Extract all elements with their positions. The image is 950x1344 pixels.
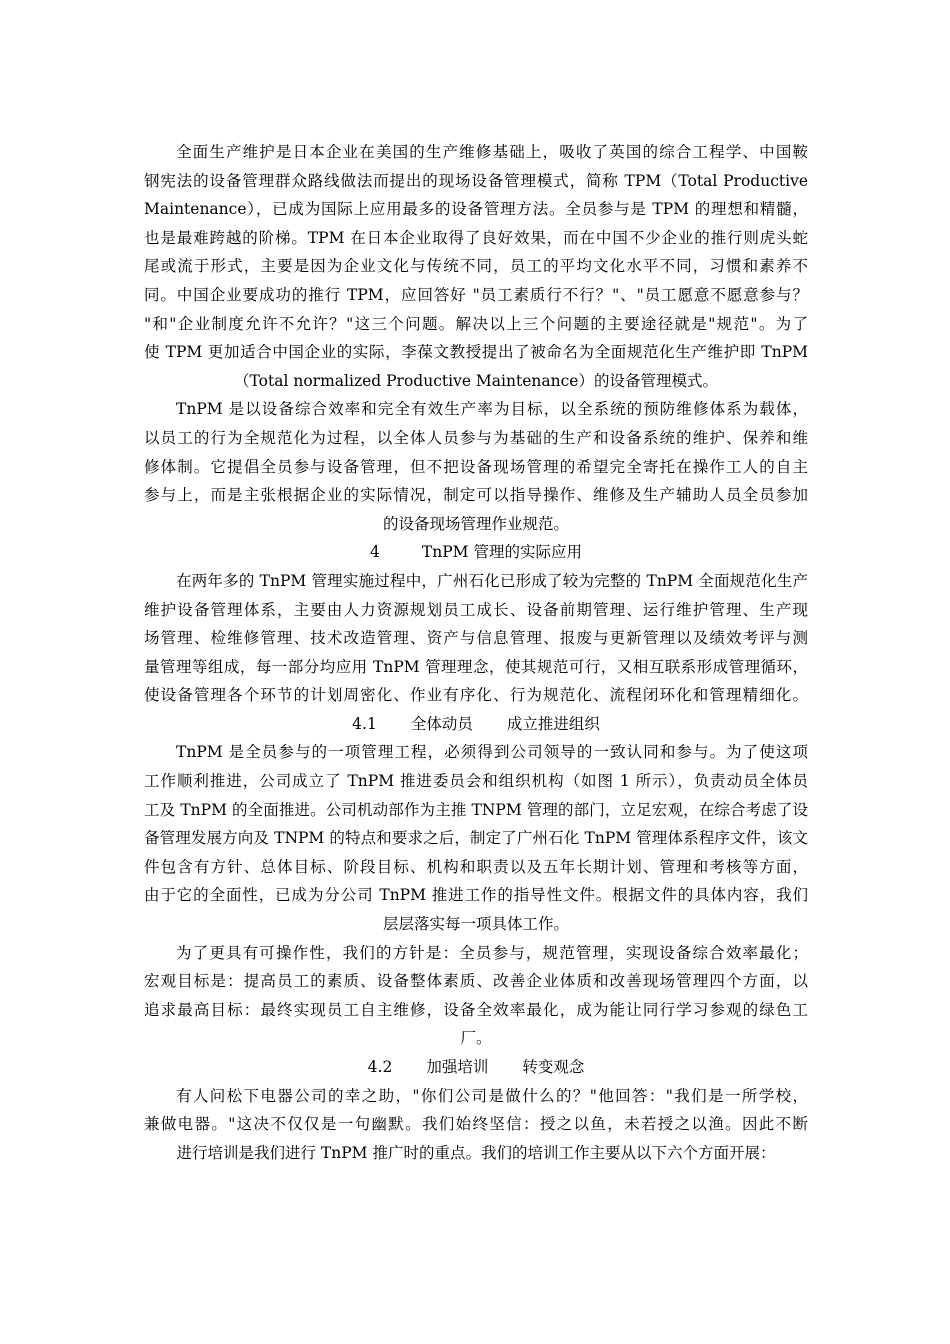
text-line: 同。中国企业要成功的推行 TPM，应回答好 "员工素质行不行？"、"员工愿意不愿意参与？ — [144, 285, 808, 304]
text-line: 尾或流于形式，主要是因为企业文化与传统不同，员工的平均文化水平不同，习惯和素养不 — [144, 257, 808, 276]
text-line: 的设备现场管理作业规范。 — [382, 514, 569, 533]
text-line: 工及 TnPM 的全面推进。公司机动部作为主推 TNPM 管理的部门，立足宏观，在综合考虑了设 — [144, 800, 808, 819]
text-line: 厂。 — [460, 1029, 492, 1048]
text-line: "和"企业制度允许不允许？"这三个问题。解决以上三个问题的主要途径就是"规范"。为了 — [144, 314, 808, 333]
text-line: 件包含有方针、总体目标、阶段目标、机构和职责以及五年长期计划、管理和考核等方面， — [144, 857, 808, 876]
text-line: TnPM 是全员参与的一项管理工程，必须得到公司领导的一致认同和参与。为了使这项 — [176, 743, 808, 762]
section-number: 4.1 — [352, 714, 377, 733]
section-heading-4-1 — [144, 710, 808, 739]
text-line: 使设备管理各个环节的计划周密化、作业有序化、行为规范化、流程闭环化和管理精细化。 — [144, 686, 808, 705]
paragraph-policy-goals — [144, 939, 808, 1053]
section-heading-4-2 — [144, 1053, 808, 1082]
text-line: 为了更具有可操作性，我们的方针是：全员参与，规范管理，实现设备综合效率最化； — [176, 943, 808, 962]
text-line: （Total normalized Productive Maintenance）的设备管理模式。 — [234, 371, 718, 390]
text-line: 由于它的全面性，已成为分公司 TnPM 推进工作的指导性文件。根据文件的具体内容，我们 — [144, 886, 808, 905]
section-title: TnPM 管理的实际应用 — [421, 543, 582, 562]
section-number: 4.2 — [367, 1058, 393, 1076]
paragraph-tnpm-system — [144, 567, 808, 710]
text-line: Maintenance），已成为国际上应用最多的设备管理方法。全员参与是 TPM 的理想和精髓， — [144, 200, 808, 219]
section-heading-4 — [144, 538, 808, 567]
text-line: 以员工的行为全规范化为过程，以全体人员参与为基础的生产和设备系统的维护、保养和维 — [144, 428, 808, 447]
section-number: 4 — [370, 543, 380, 562]
text-line: 维护设备管理体系，主要由人力资源规划员工成长、设备前期管理、运行维护管理、生产现 — [144, 600, 808, 619]
text-line: 备管理发展方向及 TNPM 的特点和要求之后，制定了广州石化 TnPM 管理体系程序文件，该文 — [144, 829, 808, 848]
text-line: 全面生产维护是日本企业在美国的生产维修基础上，吸收了英国的综合工程学、中国鞍 — [176, 143, 808, 161]
paragraph-training — [144, 1082, 808, 1168]
text-line: 也是最难跨越的阶梯。TPM 在日本企业取得了良好效果，而在中国不少企业的推行则虎头蛇 — [144, 228, 808, 247]
text-line: TnPM 是以设备综合效率和完全有效生产率为目标，以全系统的预防维修体系为载体， — [176, 400, 808, 419]
text-line: 有人问松下电器公司的幸之助，"你们公司是做什么的？"他回答："我们是一所学校， — [176, 1086, 808, 1105]
text-line: 层层落实每一项具体工作。 — [382, 915, 569, 934]
paragraph-tnpm-definition — [144, 395, 808, 538]
document-page — [144, 138, 808, 1167]
text-line: 使 TPM 更加适合中国企业的实际，李葆文教授提出了被命名为全面规范化生产维护即 TnPM — [144, 343, 808, 362]
section-subtitle: 成立推进组织 — [506, 714, 600, 733]
text-line: 追求最高目标：最终实现员工自主维修，设备全效率最化，成为能让同行学习参观的绿色工 — [144, 1000, 808, 1019]
text-line: 宏观目标是：提高员工的素质、设备整体素质、改善企业体质和改善现场管理四个方面，以 — [144, 972, 808, 991]
section-title: 加强培训 — [426, 1058, 489, 1076]
text-line: 兼做电器。"这决不仅仅是一句幽默。我们始终坚信：授之以鱼，未若授之以渔。因此不断 — [144, 1115, 808, 1134]
section-subtitle: 转变观念 — [522, 1058, 585, 1076]
text-line: 进行培训是我们进行 TnPM 推广时的重点。我们的培训工作主要从以下六个方面开展： — [176, 1143, 776, 1162]
text-line: 场管理、检维修管理、技术改造管理、资产与信息管理、报废与更新管理以及绩效考评与测 — [144, 629, 808, 648]
paragraph-mobilization — [144, 738, 808, 938]
text-line: 在两年多的 TnPM 管理实施过程中，广州石化已形成了较为完整的 TnPM 全面规范化生产 — [176, 571, 808, 590]
text-line: 量管理等组成，每一部分均应用 TnPM 管理理念，使其规范可行，又相互联系形成管理循环， — [144, 657, 808, 676]
text-line: 修体制。它提倡全员参与设备管理，但不把设备现场管理的希望完全寄托在操作工人的自主 — [144, 457, 808, 476]
text-line: 钢宪法的设备管理群众路线做法而提出的现场设备管理模式，简称 TPM（Total Productive — [144, 171, 808, 190]
section-title: 全体动员 — [410, 714, 473, 733]
paragraph-tpm-intro — [144, 138, 808, 395]
text-line: 参与上，而是主张根据企业的实际情况，制定可以指导操作、维修及生产辅助人员全员参加 — [144, 486, 808, 505]
text-line: 工作顺利推进，公司成立了 TnPM 推进委员会和组织机构（如图 1 所示），负责动员全体员 — [144, 772, 808, 791]
